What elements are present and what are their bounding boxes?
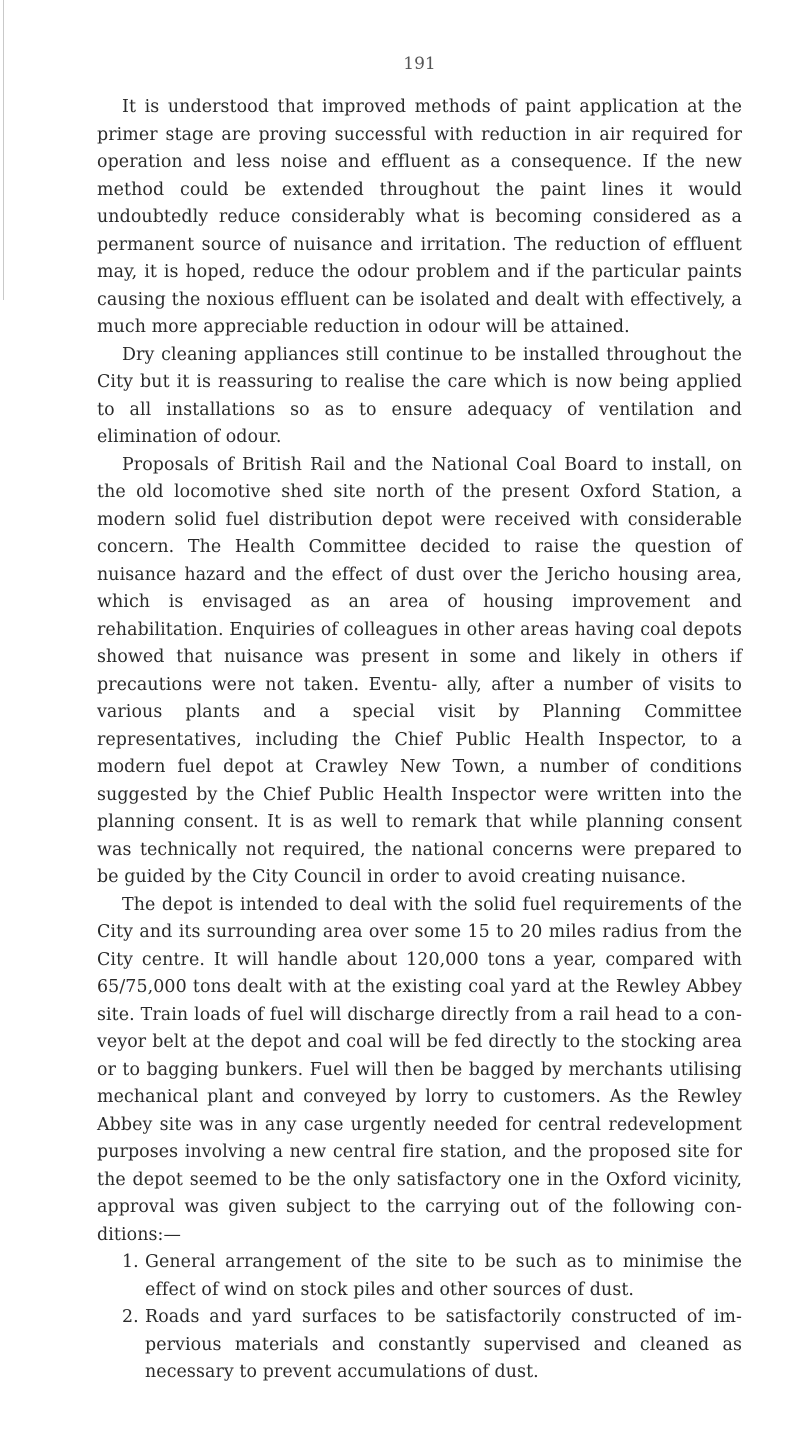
paragraph-fuel-depot-proposal: Proposals of British Rail and the National Coal Board to install, on the old locomotive shed site north of the present Oxford Station, a modern solid fuel distribution depot were received with considerable concern. The Health Committee decided to raise the question of nuisance hazard and the effect of dust over the Jericho housing area, which is envisaged as an area of housing improvement and rehabilitation. Enquiries of colleagues in other areas having coal depots showed that nuisance was present in some and likely in others if precautions were not taken. Eventu- ally, after a number of visits to various plants and a special visit by Planning Committee representatives, including the Chief Public Health Inspector, to a modern fuel depot at Crawley New Town, a number of conditions suggested by the Chief Public Health Inspector were written into the planning consent. It is as well to remark that while planning consent was technically not required, the national concerns were prepared to be guided by the City Council in order to avoid creating nuisance. [97,454,742,887]
condition-number: 1. [122,1252,139,1272]
condition-text: General arrangement of the site to be such as to minimise the effect of wind on stock piles and other sources of dust. [145,1252,742,1300]
page-edge-line [3,0,4,300]
paragraph-paint-application: It is understood that improved methods of paint application at the primer stage are proving successful with reduction in air required for operation and less noise and effluent as a consequence. If the new method could be extended throughout the paint lines it would undoubtedly reduce considerably what is becoming considered as a permanent source of nuisance and irritation. The reduction of effluent may, it is hoped, reduce the odour problem and if the particular paints causing the noxious effluent can be isolated and dealt with effectively, a much more appreciable reduction in odour will be attained. [97,97,742,337]
condition-item [97,1249,742,1304]
page-number: 191 [403,54,436,74]
condition-item [97,1304,742,1387]
conditions-list [97,1249,742,1387]
paragraph-dry-cleaning: Dry cleaning appliances still continue to be installed throughout the City but it is reassuring to realise the care which is now being applied to all installations so as to ensure adequacy of ventilation and elimination of odour. [97,344,742,447]
condition-text: Roads and yard surfaces to be satisfactorily constructed of im- pervious materials and constantly supervised and cleaned as necessary to prevent accumulations of dust. [145,1307,742,1382]
condition-number: 2. [122,1307,139,1327]
body-text [97,94,742,1387]
paragraph-depot-operation: The depot is intended to deal with the solid fuel requirements of the City and its surrounding area over some 15 to 20 miles radius from the City centre. It will handle about 120,000 tons a year, compared with 65/75,000 tons dealt with at the existing coal yard at the Rewley Abbey site. Train loads of fuel will discharge directly from a rail head to a con- veyor belt at the depot and coal will be fed directly to the stocking area or to bagging bunkers. Fuel will then be bagged by merchants utilising mechanical plant and conveyed by lorry to customers. As the Rewley Abbey site was in any case urgently needed for central redevelopment purposes involving a new central fire station, and the proposed site for the depot seemed to be the only satisfactory one in the Oxford vicinity, approval was given subject to the carrying out of the following con- ditions:— [97,894,742,1245]
